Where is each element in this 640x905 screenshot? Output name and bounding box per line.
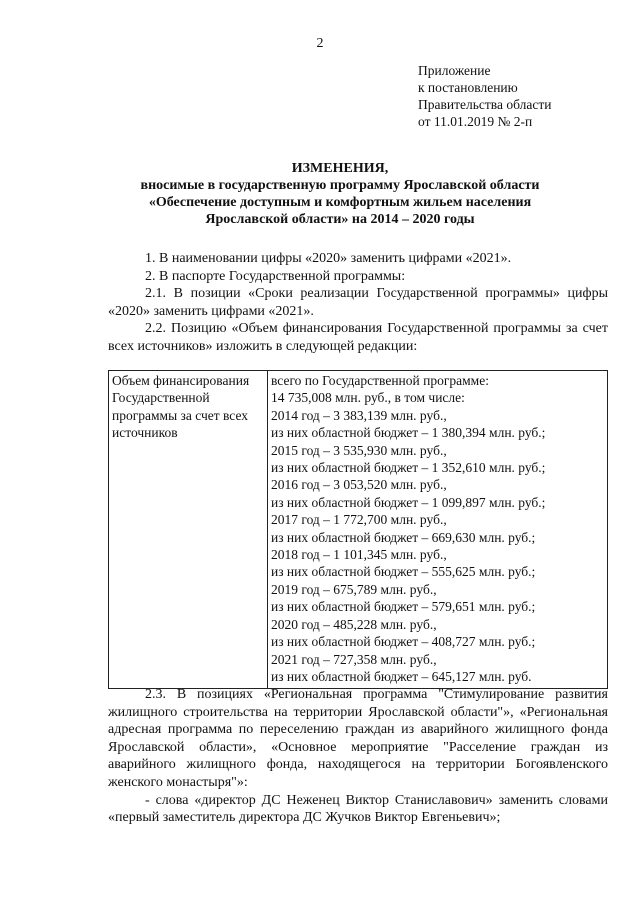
paragraph-1: 1. В наименовании цифры «2020» заменить цифрами «2021». <box>145 251 512 266</box>
heading-title: ИЗМЕНЕНИЯ, <box>291 161 389 176</box>
appendix-line: Приложение <box>418 63 491 78</box>
value-line: 2014 год – 3 383,139 млн. руб., <box>271 407 447 423</box>
heading-line: вносимые в государственную программу Ярославской области <box>140 178 540 193</box>
value-line: всего по Государственной программе: <box>271 373 489 388</box>
value-line: 2020 год – 485,228 млн. руб., <box>271 616 437 632</box>
table-row <box>109 371 608 689</box>
value-line: 2019 год – 675,789 млн. руб., <box>271 581 437 597</box>
value-line: 2017 год – 1 772,700 млн. руб., <box>271 512 447 528</box>
value-line: из них областной бюджет – 555,625 млн. руб.; <box>271 564 536 580</box>
table-value-cell <box>268 371 608 689</box>
value-line: из них областной бюджет – 579,651 млн. руб.; <box>271 599 536 615</box>
paragraph-2-3: 2.3. В позициях «Региональная программа "Стимулирование развития жилищного строительства на территории Ярославской области"», «Региональная адресная программа по переселению граждан из аварийного жилищного фонда Ярославской области», «Основное мероприятие "Расселение граждан из аварийного жилищного фонда, находящегося на территории Богоявленского женского монастыря"»: <box>108 687 608 790</box>
value-line: 2018 год – 1 101,345 млн. руб., <box>271 547 447 563</box>
paragraph-2-3-item: - слова «директор ДС Неженец Виктор Станиславович» заменить словами «первый заместитель директора ДС Жучков Виктор Евгеньевич»; <box>108 792 608 826</box>
section-2-3 <box>108 686 608 827</box>
appendix-line: к постановлению <box>418 80 518 95</box>
heading-line: «Обеспечение доступным и комфортным жильем населения <box>148 195 532 210</box>
paragraph-2-2: 2.2. Позицию «Объем финансирования Государственной программы за счет всех источников» изложить в следующей редакции: <box>108 321 608 354</box>
intro-paragraphs <box>108 250 608 356</box>
value-line: из них областной бюджет – 1 352,610 млн. руб.; <box>271 460 546 476</box>
heading-line: Ярославской области» на 2014 – 2020 годы <box>205 212 475 227</box>
table-label-cell: Объем финансирования Государственной программы за счет всех источников <box>109 371 268 689</box>
value-line: из них областной бюджет – 645,127 млн. руб. <box>271 668 532 684</box>
appendix-line: от 11.01.2019 № 2-п <box>418 114 533 129</box>
paragraph-2-1: 2.1. В позиции «Сроки реализации Государственной программы» цифры «2020» заменить цифрами «2021». <box>108 286 608 319</box>
value-line: 2016 год – 3 053,520 млн. руб., <box>271 477 447 493</box>
value-line: 2021 год – 727,358 млн. руб., <box>271 651 437 667</box>
appendix-block <box>418 62 551 130</box>
appendix-line: Правительства области <box>418 97 552 112</box>
financing-table <box>108 370 608 689</box>
value-line: из них областной бюджет – 408,727 млн. руб.; <box>271 634 536 650</box>
value-line: 2015 год – 3 535,930 млн. руб., <box>271 442 447 458</box>
value-line: из них областной бюджет – 669,630 млн. руб.; <box>271 529 536 545</box>
page-number: 2 <box>316 36 324 51</box>
document-heading <box>60 160 620 228</box>
value-line: 14 735,008 млн. руб., в том числе: <box>271 390 465 406</box>
paragraph-2: 2. В паспорте Государственной программы: <box>145 268 406 284</box>
value-line: из них областной бюджет – 1 380,394 млн. руб.; <box>271 425 546 441</box>
value-line: из них областной бюджет – 1 099,897 млн. руб.; <box>271 494 546 510</box>
